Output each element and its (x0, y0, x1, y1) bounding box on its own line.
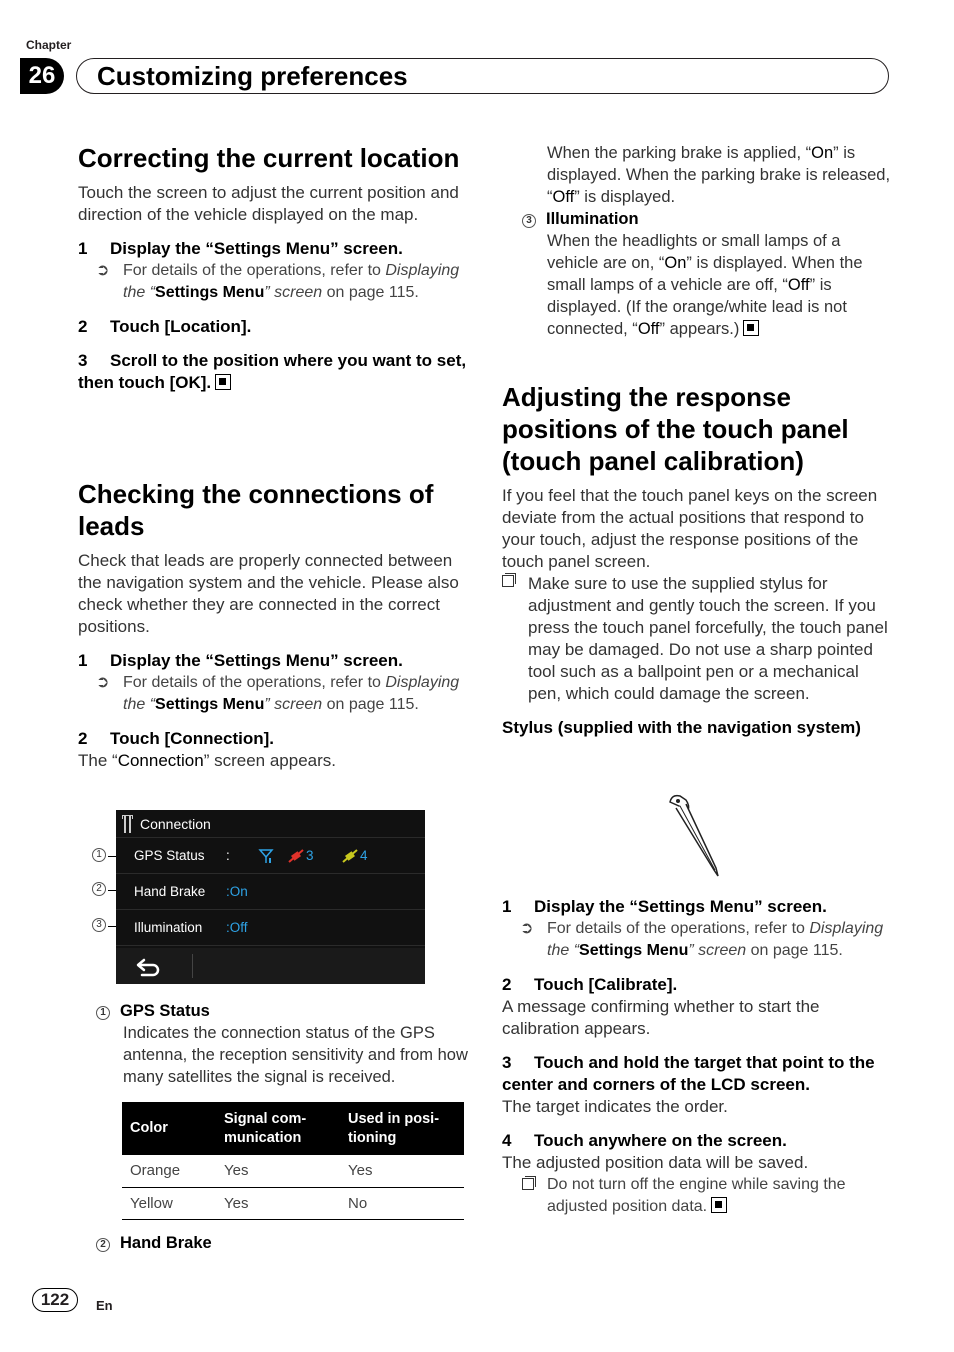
chapter-title: Customizing preferences (76, 58, 889, 94)
chapter-label: Chapter (26, 38, 72, 52)
table-header-positioning: Used in posi-tioning (340, 1102, 464, 1155)
gps-orange-count: 3 (306, 848, 314, 863)
callout-2: 2 (92, 882, 106, 896)
satellite-orange-icon (288, 848, 304, 864)
arrow-icon: ➲ (96, 674, 110, 691)
calibration-step-2: 2 Touch [Calibrate]. (502, 975, 678, 994)
section-calibration (502, 381, 892, 739)
calibration-caution: Make sure to use the supplied stylus for adjustment and gently touch the screen. If you press the touch panel forcefully, the touch panel may be damaged. Do not use a sharp pointed tool such as a ballpoint pen or a mechanical pen, which could damage the screen. (502, 573, 892, 705)
checking-step-2-result: The “Connection” screen appears. (78, 751, 336, 770)
section-correcting (78, 142, 468, 394)
checking-step-1: 1 Display the “Settings Menu” screen. (78, 651, 403, 670)
calibration-step-1: 1 Display the “Settings Menu” screen. (502, 897, 827, 916)
gps-color-table (122, 1102, 464, 1220)
wrench-icon (122, 815, 134, 833)
checking-step-2: 2 Touch [Connection]. (78, 729, 274, 748)
end-mark-icon (711, 1197, 727, 1213)
screen-title: Connection (140, 815, 211, 832)
table-header-color: Color (122, 1102, 216, 1155)
end-mark-icon (743, 320, 759, 336)
calibration-intro: If you feel that the touch panel keys on the screen deviate from the actual positions that respond to your touch, adjust the response positions of the touch panel screen. (502, 486, 878, 571)
connection-screen (116, 810, 425, 984)
checkbox-bullet-icon (502, 575, 514, 587)
section-calibration-steps (502, 896, 892, 1218)
arrow-icon: ➲ (96, 262, 110, 279)
row-hand-brake[interactable]: Hand Brake :On (116, 874, 425, 910)
bottom-divider (192, 954, 193, 978)
satellite-yellow-icon (342, 848, 358, 864)
row-illumination[interactable]: Illumination :Off (116, 910, 425, 946)
arrow-icon: ➲ (520, 920, 534, 937)
calibration-step-4-result: The adjusted position data will be saved. (502, 1153, 809, 1172)
back-button[interactable] (134, 952, 188, 980)
chapter-number: 26 (20, 58, 64, 94)
callout-3: 3 (92, 918, 106, 932)
legend-hand-brake-title: 2 Hand Brake (96, 1232, 212, 1254)
section-checking (78, 478, 468, 772)
checkbox-bullet-icon (522, 1178, 534, 1190)
screen-titlebar (116, 810, 425, 838)
language-label: En (96, 1298, 113, 1313)
correcting-step-2: 2 Touch [Location]. (78, 317, 252, 336)
calibration-step-4-note: Do not turn off the engine while saving the adjusted position data. (502, 1174, 892, 1218)
correcting-step-3: 3 Scroll to the position where you want to set, then touch [OK]. (78, 351, 467, 392)
heading-correcting: Correcting the current location (78, 143, 460, 173)
checking-intro: Check that leads are properly connected between the navigation system and the vehicle. Please also check whether they are connected in the correct positions. (78, 551, 459, 636)
correcting-intro: Touch the screen to adjust the current position and direction of the vehicle displayed on the map. (78, 183, 459, 224)
heading-checking: Checking the connections of leads (78, 479, 434, 541)
calibration-step-3: 3 Touch and hold the target that point to the center and corners of the LCD screen. (502, 1053, 875, 1094)
back-arrow-icon (134, 952, 164, 980)
screen-bottom-bar (116, 948, 425, 984)
page-number: 122 (32, 1288, 78, 1312)
gps-yellow-count: 4 (360, 848, 368, 863)
correcting-note-1: ➲ For details of the operations, refer to Displaying the “Settings Menu” screen on page 115. (96, 262, 460, 301)
table-row: Orange Yes Yes (122, 1155, 464, 1187)
legend-continued (522, 142, 892, 340)
calibration-note-1: ➲ For details of the operations, refer to Displaying the “Settings Menu” screen on page 115. (520, 920, 884, 959)
legend-hand-brake-text: When the parking brake is applied, “On” is displayed. When the parking brake is released, “Off” is displayed. (547, 144, 891, 206)
table-header-signal: Signal com-munication (216, 1102, 340, 1155)
antenna-icon (258, 848, 274, 864)
end-mark-icon (215, 374, 231, 390)
calibration-step-4: 4 Touch anywhere on the screen. (502, 1131, 787, 1150)
legend-gps-status: 1 GPS Status Indicates the connection status of the GPS antenna, the reception sensitivity and from how many satellites the signal is received. (96, 1000, 468, 1088)
heading-calibration: Adjusting the response positions of the touch panel (touch panel calibration) (502, 382, 849, 476)
legend-illumination-text: When the headlights or small lamps of a vehicle are on, “On” is displayed. When the small lamps of a vehicle are off, “Off” is displayed. (If the orange/white lead is not connected, “Off” appears.) (547, 232, 863, 338)
stylus-icon (666, 792, 726, 882)
calibration-step-3-result: The target indicates the order. (502, 1097, 728, 1116)
callout-1: 1 (92, 848, 106, 862)
row-gps-status[interactable]: GPS Status : 3 4 (116, 838, 425, 874)
correcting-step-1: 1 Display the “Settings Menu” screen. (78, 239, 403, 258)
legend-illumination-title: 3 Illumination (522, 208, 892, 230)
stylus-heading: Stylus (supplied with the navigation system) (502, 718, 861, 737)
table-row: Yellow Yes No (122, 1187, 464, 1219)
calibration-step-2-result: A message confirming whether to start the calibration appears. (502, 997, 820, 1038)
checking-note-1: ➲ For details of the operations, refer to Displaying the “Settings Menu” screen on page 115. (96, 674, 460, 713)
